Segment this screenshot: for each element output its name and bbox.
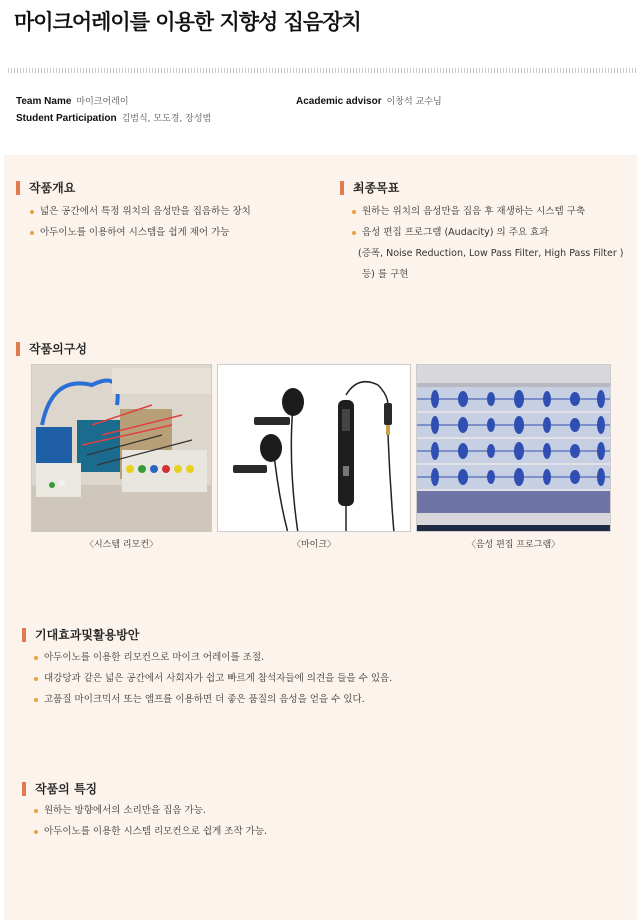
- waveform-blob: [597, 442, 605, 460]
- waveform-blob: [431, 468, 439, 486]
- bullet-icon: [34, 809, 38, 813]
- list-item: [34, 821, 267, 842]
- effects-heading-text: 기대효과및활용방안: [35, 628, 140, 642]
- list-item-text: 넓은 공간에서 특정 위치의 음성만을 집음하는 장치: [40, 206, 251, 217]
- list-item-text: 원하는 방향에서의 소리만을 집음 가능.: [44, 805, 206, 816]
- waveform-blob: [487, 470, 495, 484]
- advisor-row: [296, 94, 442, 107]
- waveform-blob: [487, 392, 495, 406]
- caption-microphone: 〈마이크〉: [291, 540, 337, 550]
- list-item: [352, 201, 624, 222]
- waveform-blob: [570, 418, 580, 432]
- waveform-blob: [458, 391, 468, 407]
- effects-list: [34, 647, 392, 710]
- features-heading-text: 작품의 특징: [35, 782, 98, 796]
- list-item: [34, 668, 392, 689]
- waveform-blob: [570, 444, 580, 458]
- list-item: [352, 222, 624, 243]
- advisor-label: Academic advisor: [296, 96, 382, 107]
- waveform-blob: [543, 417, 551, 433]
- student-label: Student Participation: [16, 113, 117, 124]
- team-name-label: Team Name: [16, 96, 72, 107]
- waveform-blob: [514, 390, 524, 408]
- bullet-icon: [34, 698, 38, 702]
- features-list: [34, 800, 267, 842]
- bullet-icon: [34, 677, 38, 681]
- caption-remote: 〈시스템 리모컨〉: [84, 540, 159, 550]
- waveform-blob: [543, 443, 551, 459]
- bullet-icon: [34, 830, 38, 834]
- composition-heading-text: 작품의구성: [29, 342, 87, 356]
- heading-bar: [22, 782, 26, 796]
- waveform-blob: [487, 444, 495, 458]
- waveform-blob: [431, 390, 439, 408]
- waveform-blob: [514, 468, 524, 486]
- bullet-icon: [352, 231, 356, 235]
- overview-list: [30, 201, 251, 243]
- waveform-blob: [487, 418, 495, 432]
- list-item: [34, 647, 392, 668]
- waveform-blob: [597, 390, 605, 408]
- system-remote-photo: [31, 364, 212, 532]
- goal-list: [352, 201, 624, 285]
- bullet-icon: [352, 210, 356, 214]
- list-item-continuation: (증폭, Noise Reduction, Low Pass Filter, High Pass Filter ): [358, 248, 624, 259]
- heading-bar: [16, 181, 20, 195]
- bullet-icon: [34, 656, 38, 660]
- waveform-blob: [458, 443, 468, 459]
- features-heading: [22, 780, 97, 797]
- team-name-value: 마이크어레이: [76, 97, 129, 107]
- dotted-divider: [8, 68, 637, 73]
- advisor-value: 이창석 교수님: [386, 97, 442, 107]
- list-item: [34, 800, 267, 821]
- caption-audio-editor: 〈음성 편집 프로그램〉: [466, 540, 561, 550]
- microphone-photo: [217, 364, 411, 532]
- composition-heading: [16, 340, 87, 357]
- waveform-blob: [597, 468, 605, 486]
- waveform-blob: [458, 417, 468, 433]
- waveform-blob: [543, 391, 551, 407]
- list-item: [30, 201, 251, 222]
- list-item-text: 음성 편집 프로그램 (Audacity) 의 주요 효과: [362, 227, 549, 238]
- bullet-icon: [30, 231, 34, 235]
- heading-bar: [340, 181, 344, 195]
- waveform-blob: [597, 416, 605, 434]
- waveform-blob: [431, 416, 439, 434]
- list-item-text: 아두이노를 이용한 시스템 리모컨으로 쉽게 조작 가능.: [44, 826, 268, 837]
- audio-editor-screenshot: [416, 364, 611, 532]
- student-value: 김범식, 모도경, 장성범: [121, 114, 212, 124]
- list-item-text: 고품질 마이크믹서 또는 앰프를 이용하면 더 좋은 품질의 음성을 얻을 수 있다.: [44, 694, 365, 705]
- list-item-text: 아두이노를 이용하여 시스템을 쉽게 제어 가능: [40, 227, 230, 238]
- page-title: 마이크어레이를 이용한 지향성 집음장치: [14, 10, 361, 34]
- waveform-blob: [458, 469, 468, 485]
- list-item-text: 아두이노를 이용한 리모컨으로 마이크 어레이를 조절.: [44, 652, 265, 663]
- team-name-row: [16, 94, 129, 107]
- waveform-blob: [543, 469, 551, 485]
- heading-bar: [22, 628, 26, 642]
- heading-bar: [16, 342, 20, 356]
- list-item-text: 원하는 위치의 음성만을 집음 후 재생하는 시스템 구축: [362, 206, 586, 217]
- waveform-blob: [570, 392, 580, 406]
- list-item: [30, 222, 251, 243]
- overview-heading-text: 작품개요: [29, 181, 76, 195]
- waveform-blob: [570, 470, 580, 484]
- goal-heading: [340, 179, 399, 196]
- waveform-blob: [514, 442, 524, 460]
- list-item-text: 대강당과 같은 넓은 공간에서 사회자가 쉽고 빠르게 참석자들에 의견을 들을 수 있음.: [44, 673, 393, 684]
- waveform-blob: [514, 416, 524, 434]
- bullet-icon: [30, 210, 34, 214]
- overview-heading: [16, 179, 75, 196]
- goal-heading-text: 최종목표: [353, 181, 400, 195]
- list-item: [34, 689, 392, 710]
- list-item-continuation: 등) 를 구현: [362, 269, 409, 280]
- student-row: [16, 111, 211, 124]
- effects-heading: [22, 626, 139, 643]
- waveform-blob: [431, 442, 439, 460]
